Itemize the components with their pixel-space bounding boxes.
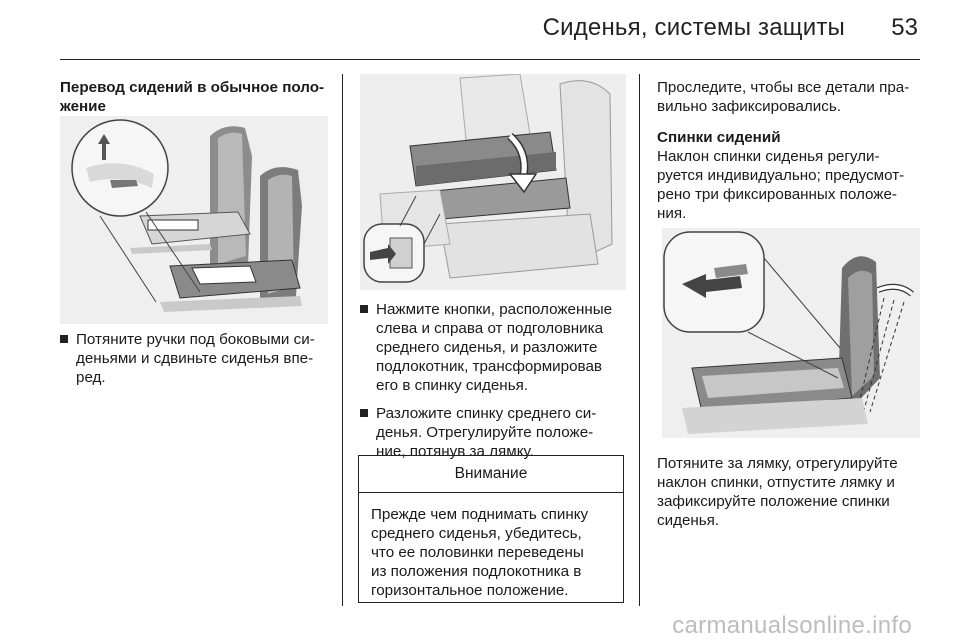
armrest-fold-figure — [360, 74, 626, 290]
caption-line: Потяните за лямку, отрегулируйте — [657, 455, 898, 472]
column-divider-right — [639, 74, 640, 606]
watermark: carmanualsonline.info — [672, 612, 912, 639]
intro-paragraph — [657, 78, 927, 116]
section-heading: Спинки сидений — [657, 129, 781, 146]
backrest-paragraph — [657, 147, 927, 223]
list-item-text: ред. — [76, 369, 106, 386]
paragraph-line: рено три фиксированных положе- — [657, 186, 897, 203]
caption-line: сиденья. — [657, 512, 720, 529]
bullet-square-icon — [60, 335, 68, 343]
caption-line: наклон спинки, отпустите лямку и — [657, 474, 895, 491]
armrest-fold-icon — [360, 74, 626, 290]
backrest-recline-figure — [662, 228, 920, 438]
paragraph-line: Наклон спинки сиденья регули- — [657, 148, 880, 165]
list-item-text: ние, потянув за лямку. — [376, 443, 534, 460]
warning-body — [359, 493, 623, 600]
warning-text-line: что ее половинки переведены — [371, 544, 584, 561]
list-item — [60, 330, 340, 387]
intro-text-line: Проследите, чтобы все детали пра- — [657, 79, 910, 96]
paragraph-line: руется индивидуально; предусмот- — [657, 167, 905, 184]
backrest-recline-icon — [662, 228, 920, 438]
warning-text-line: Прежде чем поднимать спинку — [371, 506, 589, 523]
warning-text-line: среднего сиденья, убедитесь, — [371, 525, 582, 542]
warning-text-line: из положения подлокотника в — [371, 563, 582, 580]
seat-slide-icon — [60, 116, 328, 324]
list-item-text: подлокотник, трансформировав — [376, 358, 602, 375]
list-item-text: его в спинку сиденья. — [376, 377, 529, 394]
list-item-text: слева и справа от подголовника — [376, 320, 604, 337]
bullet-square-icon — [360, 409, 368, 417]
left-bullet-list — [60, 330, 340, 387]
intro-text-line: вильно зафиксировались. — [657, 98, 841, 115]
list-item — [360, 300, 636, 395]
paragraph-line: ния. — [657, 205, 687, 222]
header-rule — [60, 59, 920, 60]
figure-caption — [657, 454, 927, 530]
bullet-square-icon — [360, 305, 368, 313]
list-item-text: деньями и сдвиньте сиденья впе- — [76, 350, 314, 367]
section-heading — [60, 78, 335, 116]
seat-slide-figure — [60, 116, 328, 324]
list-item-text: среднего сиденья, и разложите — [376, 339, 598, 356]
warning-title: Внимание — [359, 456, 623, 493]
list-item-text: Потяните ручки под боковыми си- — [76, 331, 315, 348]
list-item-text: денья. Отрегулируйте положе- — [376, 424, 594, 441]
middle-bullet-list — [360, 300, 636, 461]
list-item — [360, 404, 636, 461]
caption-line: зафиксируйте положение спинки — [657, 493, 890, 510]
list-item-text: Разложите спинку среднего си- — [376, 405, 597, 422]
warning-text-line: горизонтальное положение. — [371, 582, 569, 599]
column-divider-left — [342, 74, 343, 606]
section-heading-line: жение — [60, 98, 106, 115]
warning-box — [358, 455, 624, 603]
page-number: 53 — [891, 14, 918, 41]
page-header — [60, 0, 920, 60]
section-heading-line: Перевод сидений в обычное поло- — [60, 79, 325, 96]
list-item-text: Нажмите кнопки, расположенные — [376, 301, 613, 318]
page-title: Сиденья, системы защиты — [542, 14, 845, 41]
